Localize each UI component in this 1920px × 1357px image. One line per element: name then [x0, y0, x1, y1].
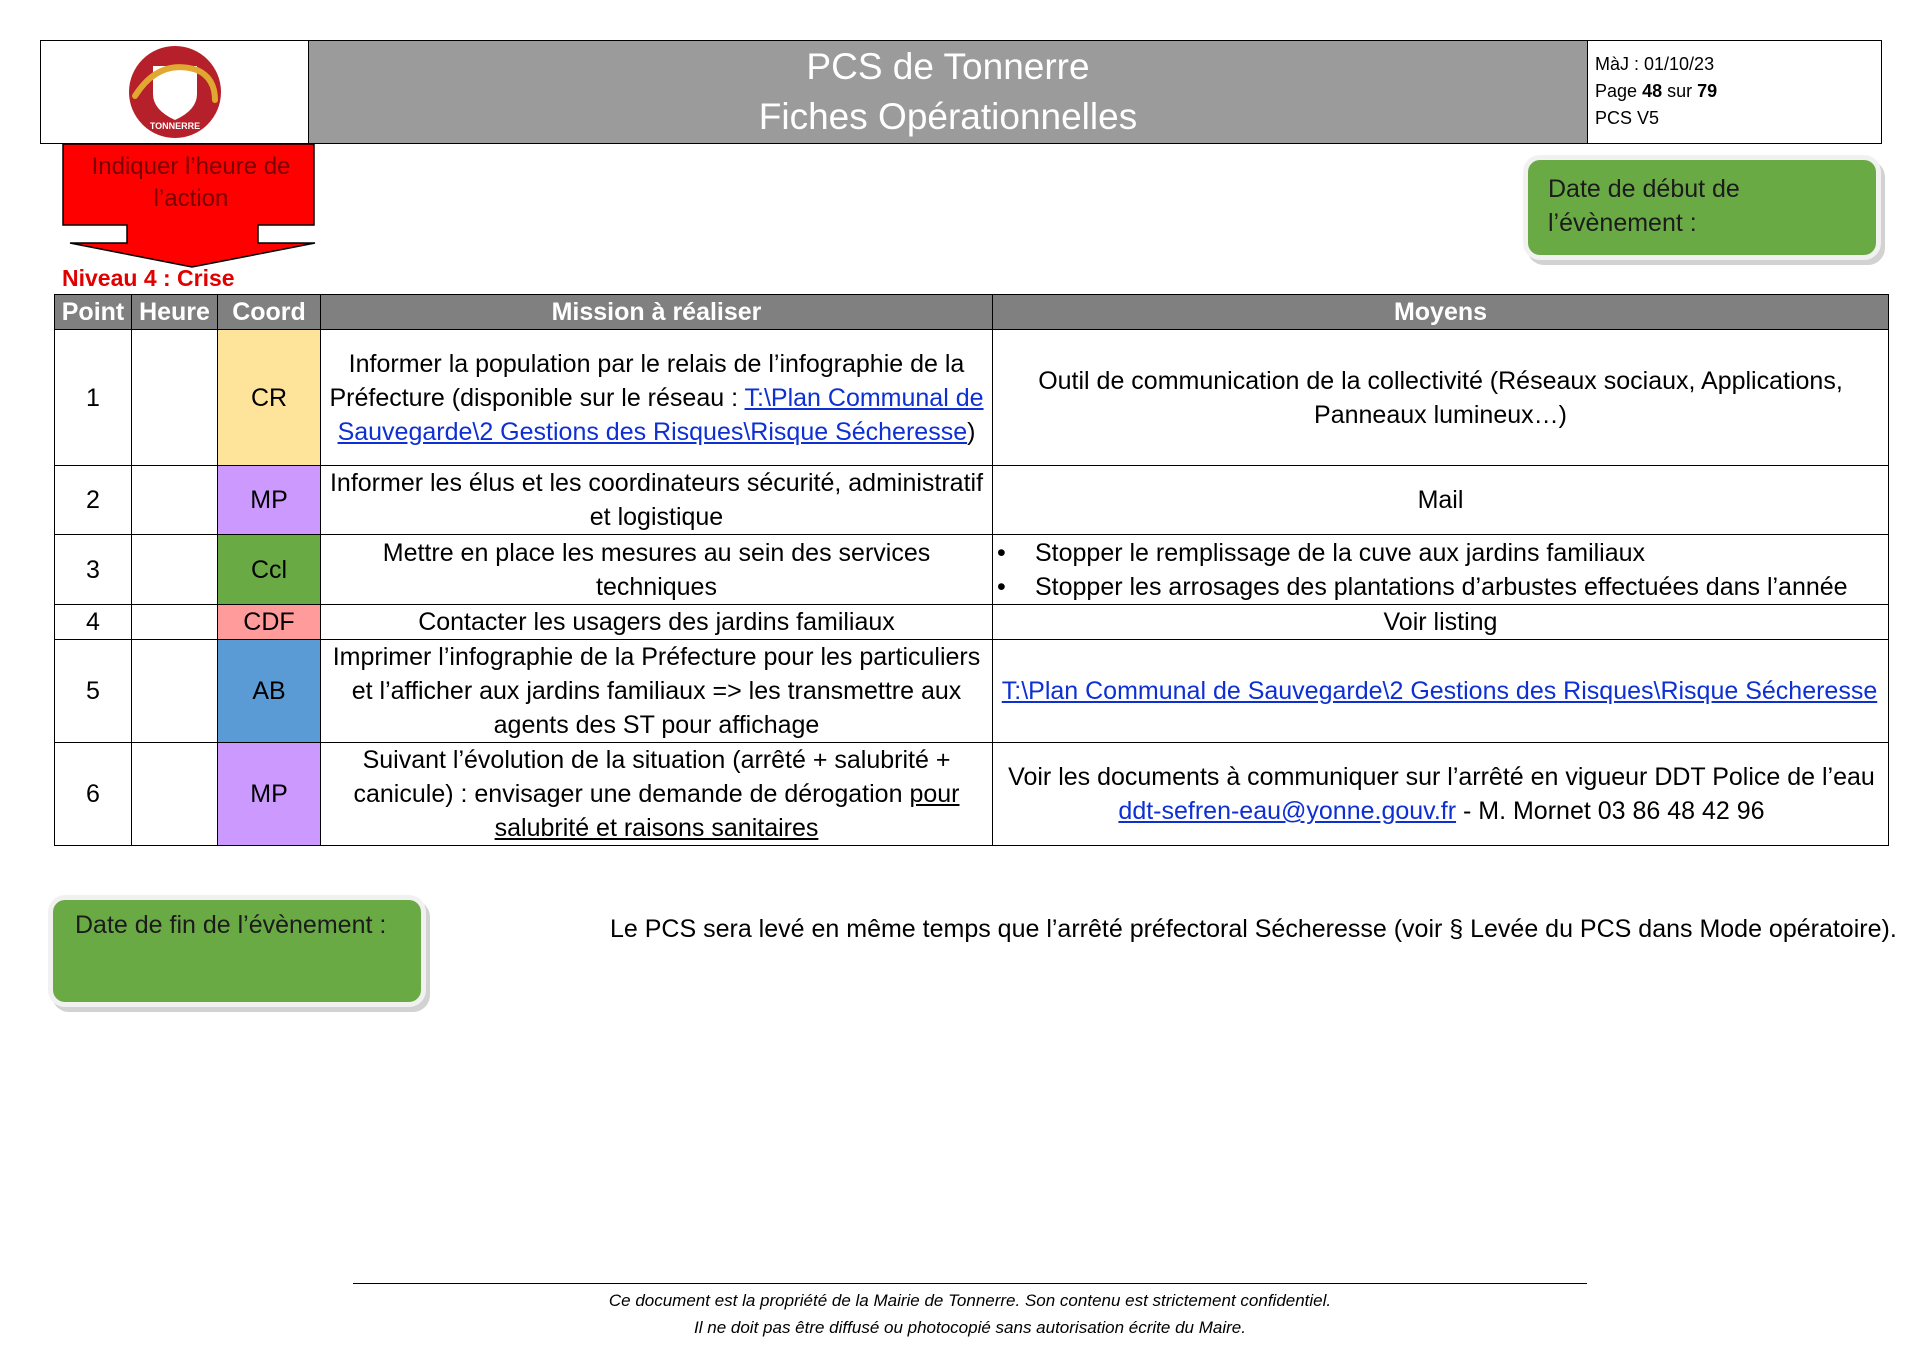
closing-note: Le PCS sera levé en même temps que l’arrêté préfectoral Sécheresse (voir § Levée du PCS dans Mode opératoire).	[610, 915, 1897, 943]
cell-coord: MP	[218, 466, 321, 535]
callout-line-1: Indiquer l’heure de	[91, 153, 291, 180]
cell-coord: CDF	[218, 605, 321, 640]
cell-moyens	[993, 640, 1889, 743]
cell-heure[interactable]	[132, 640, 218, 743]
logo-text: TONNERRE	[149, 121, 200, 131]
event-start-date-box[interactable]	[1528, 160, 1876, 255]
document-header	[40, 40, 1882, 144]
col-header-heure: Heure	[132, 295, 218, 330]
table-row	[55, 640, 1889, 743]
table-row	[55, 466, 1889, 535]
mission-text: Informer la population par le relais de l’infographie de la Préfecture (disponible sur le réseau :	[329, 349, 965, 412]
email-link[interactable]: ddt-sefren-eau@yonne.gouv.fr	[1118, 797, 1457, 825]
logo-cell	[41, 41, 309, 143]
moyens-bullet-list	[993, 536, 1888, 604]
cell-point: 2	[55, 466, 132, 535]
cell-heure[interactable]	[132, 535, 218, 605]
moyens-text: Voir les documents à communiquer sur l’arrêté en vigueur DDT Police de l’eau	[1008, 763, 1875, 791]
page-total: 79	[1697, 81, 1718, 101]
table-row	[55, 743, 1889, 846]
tonnerre-logo	[123, 44, 227, 140]
cell-mission: Contacter les usagers des jardins familiaux	[321, 605, 993, 640]
footer-line-1: Ce document est la propriété de la Mairie de Tonnerre. Son contenu est strictement confidentiel.	[608, 1291, 1332, 1310]
col-header-point: Point	[55, 295, 132, 330]
cell-point: 4	[55, 605, 132, 640]
cell-coord: CR	[218, 330, 321, 466]
update-date: MàJ : 01/10/23	[1595, 54, 1715, 74]
event-end-date-box[interactable]	[53, 900, 421, 1002]
footer-divider	[353, 1283, 1587, 1284]
cell-coord: MP	[218, 743, 321, 846]
page-number	[1595, 78, 1881, 105]
table-row	[55, 330, 1889, 466]
footer	[353, 1287, 1587, 1341]
callout-line-2: l’action	[153, 185, 229, 212]
list-item: • Stopper le remplissage de la cuve aux jardins familiaux	[993, 536, 1888, 570]
page-sep: sur	[1667, 81, 1693, 101]
cell-point: 5	[55, 640, 132, 743]
cell-mission: Mettre en place les mesures au sein des services techniques	[321, 535, 993, 605]
cell-heure[interactable]	[132, 743, 218, 846]
contact-person: - M. Mornet 03 86 48 42 96	[1456, 797, 1765, 825]
cell-heure[interactable]	[132, 466, 218, 535]
network-path-link[interactable]: T:\Plan Communal de Sauvegarde\2 Gestions des Risques\Risque Sécheresse	[337, 383, 984, 446]
header-meta	[1588, 41, 1881, 143]
list-item: • Stopper les arrosages des plantations d’arbustes effectuées dans l’année	[993, 570, 1888, 604]
cell-moyens	[993, 743, 1889, 846]
mission-underlined-text: pour salubrité et raisons sanitaires	[494, 780, 960, 842]
cell-mission	[321, 743, 993, 846]
mission-text: Suivant l’évolution de la situation (arrêté + salubrité + canicule) : envisager une demande de dérogation	[353, 746, 951, 808]
pcs-version: PCS V5	[1595, 108, 1660, 128]
cell-coord: Ccl	[218, 535, 321, 605]
title-line-2: Fiches Opérationnelles	[758, 96, 1138, 137]
event-end-label: Date de fin de l’évènement :	[75, 911, 387, 939]
cell-moyens: Voir listing	[993, 605, 1889, 640]
col-header-mission: Mission à réaliser	[321, 295, 993, 330]
cell-moyens: Mail	[993, 466, 1889, 535]
network-path-link[interactable]: T:\Plan Communal de Sauvegarde\2 Gestions des Risques\Risque Sécheresse	[1001, 677, 1878, 705]
level-label: Niveau 4 : Crise	[62, 265, 235, 291]
operations-table	[54, 294, 1889, 846]
cell-coord: AB	[218, 640, 321, 743]
cell-moyens: Outil de communication de la collectivité (Réseaux sociaux, Applications, Panneaux lumineux…)	[993, 330, 1889, 466]
cell-heure[interactable]	[132, 330, 218, 466]
cell-heure[interactable]	[132, 605, 218, 640]
table-row	[55, 535, 1889, 605]
cell-mission: Informer les élus et les coordinateurs sécurité, administratif et logistique	[321, 466, 993, 535]
contact-line	[999, 794, 1884, 828]
page-prefix: Page	[1595, 81, 1638, 101]
col-header-coord: Coord	[218, 295, 321, 330]
cell-point: 3	[55, 535, 132, 605]
footer-line-2: Il ne doit pas être diffusé ou photocopié sans autorisation écrite du Maire.	[694, 1318, 1246, 1337]
event-start-label-1: Date de début de	[1548, 175, 1740, 203]
cell-moyens	[993, 535, 1889, 605]
header-title	[309, 41, 1588, 143]
mission-text-end: )	[967, 417, 976, 446]
col-header-moyens: Moyens	[993, 295, 1889, 330]
cell-mission	[321, 330, 993, 466]
callout-text	[64, 151, 318, 215]
table-header-row	[55, 295, 1889, 330]
cell-point: 6	[55, 743, 132, 846]
event-start-label-2: l’évènement :	[1548, 209, 1697, 237]
page-current: 48	[1642, 81, 1663, 101]
title-line-1: PCS de Tonnerre	[806, 46, 1090, 87]
table-row	[55, 605, 1889, 640]
cell-point: 1	[55, 330, 132, 466]
cell-mission: Imprimer l’infographie de la Préfecture pour les particuliers et l’afficher aux jardins familiaux => les transmettre aux agents des ST pour affichage	[321, 640, 993, 743]
